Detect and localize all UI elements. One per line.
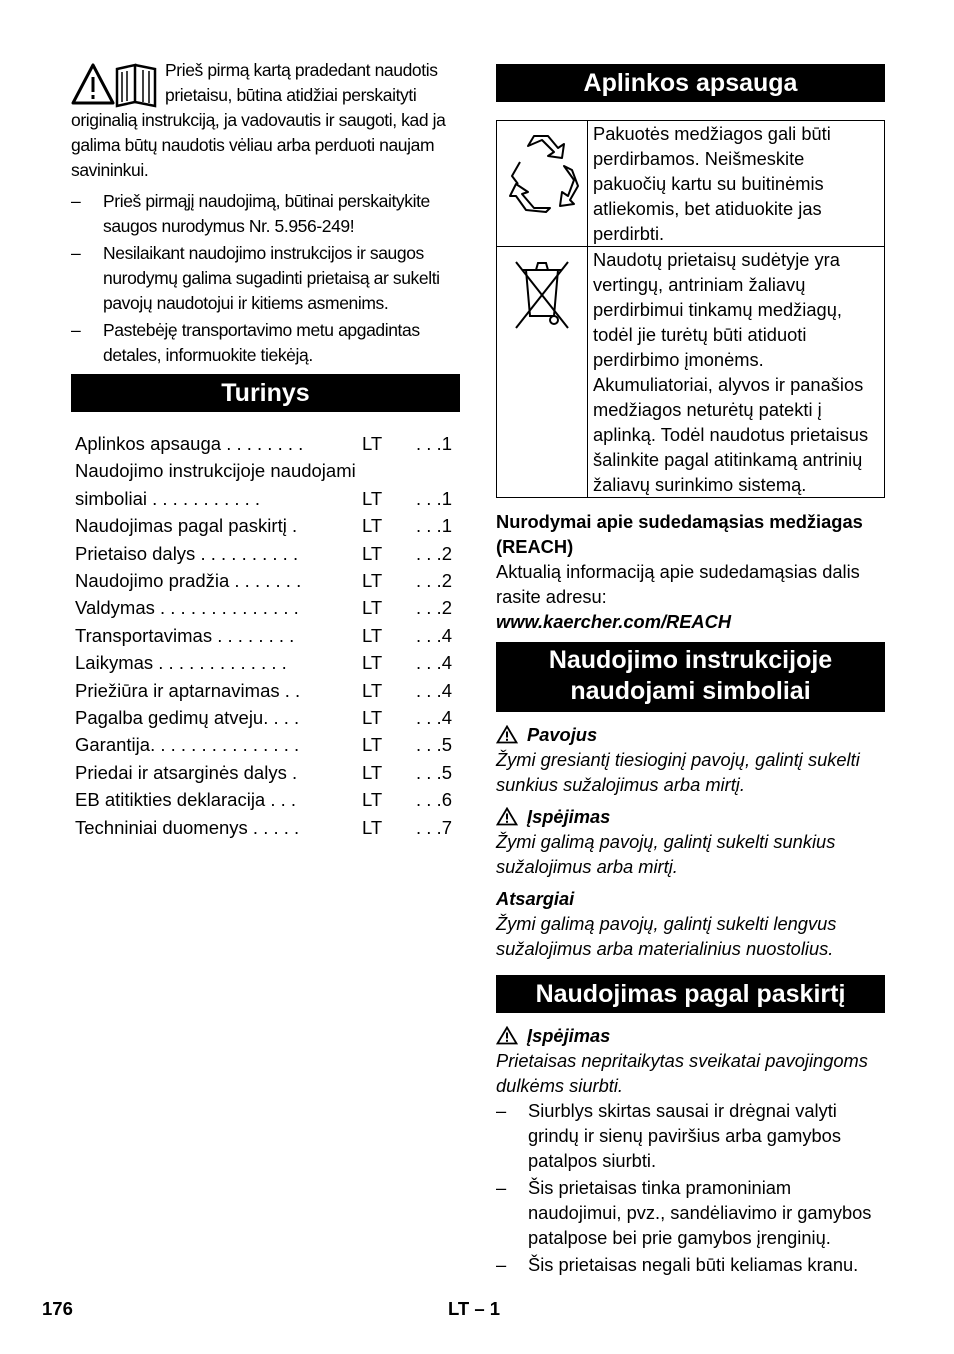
list-item: – Šis prietaisas negali būti keliamas kranu. xyxy=(496,1252,885,1277)
toc-title: Naudojimas pagal paskirtį . xyxy=(75,515,298,537)
toc-lang: LT xyxy=(362,433,383,454)
caution-text: Žymi galimą pavojų, galintį sukelti lengvus sužalojimus arba materialinius nuostolius. xyxy=(496,913,837,959)
reach-heading: Nurodymai apie sudedamąsias medžiagas (REACH) xyxy=(496,511,863,557)
toc-row xyxy=(71,759,460,786)
toc-lang: LT xyxy=(362,652,383,674)
warning-triangle-icon xyxy=(496,1026,518,1045)
toc-lang: LT xyxy=(362,789,383,811)
page-number: 176 xyxy=(42,1298,73,1319)
env-table xyxy=(496,120,885,498)
toc-page: . . .2 xyxy=(416,542,452,564)
env-text-recycle: Pakuotės medžiagos gali būti perdirbamos. Neišmeskite pakuočių kartu su buitinėmis atliekomis, bet atiduokite jas perdirbti. xyxy=(588,121,885,247)
toc-page: . . .4 xyxy=(416,624,452,646)
page-code: LT – 1 xyxy=(448,1298,501,1319)
use-heading: Naudojimas pagal paskirtį xyxy=(496,975,885,1013)
toc-lang: LT xyxy=(362,570,383,592)
reach-url[interactable]: www.kaercher.com/REACH xyxy=(496,611,732,632)
toc-lang: LT xyxy=(362,816,383,838)
toc-page: . . .1 xyxy=(416,433,452,454)
toc-lang: LT xyxy=(362,487,383,509)
warning-triangle-icon xyxy=(496,807,518,826)
danger-heading: Pavojus xyxy=(496,722,885,747)
warning-triangle-icon xyxy=(496,725,518,744)
reach-text: Aktualią informaciją apie sudedamąsias dalis rasite adresu: xyxy=(496,561,860,607)
toc-page: . . .4 xyxy=(416,652,452,674)
danger-text: Žymi gresiantį tiesioginį pavojų, galintį sukelti sunkius sužalojimus arba mirtį. xyxy=(496,749,860,795)
toc-title: Valdymas . . . . . . . . . . . . . . xyxy=(75,597,299,619)
toc-title: Prietaiso dalys . . . . . . . . . . xyxy=(75,542,299,564)
toc-row xyxy=(71,567,460,594)
list-item: – Siurblys skirtas sausai ir drėgnai valyti grindų ir sienų paviršius arba gamybos patalpos siurbti. xyxy=(496,1098,885,1173)
list-item: – Prieš pirmąjį naudojimą, būtinai perskaitykite saugos nurodymus Nr. 5.956-249! xyxy=(71,189,460,239)
caution-heading: Atsargiai xyxy=(496,888,575,909)
toc-row xyxy=(71,704,460,731)
toc-title: Techniniai duomenys . . . . . xyxy=(75,816,300,838)
toc-title: Naudojimo instrukcijoje naudojami simboliai . . . . . . . . . . . xyxy=(75,460,356,509)
recycle-icon xyxy=(498,122,586,222)
table-row xyxy=(497,247,885,498)
warning-heading: Įspėjimas xyxy=(496,804,885,829)
warning-text: Žymi galimą pavojų, galintį sukelti sunkius sužalojimus arba mirtį. xyxy=(496,831,836,877)
toc-title: EB atitikties deklaracija . . . xyxy=(75,789,297,811)
toc-page: . . .5 xyxy=(416,761,452,783)
right-column xyxy=(496,64,885,1279)
toc-title: Pagalba gedimų atveju. . . . xyxy=(75,707,300,729)
toc-heading: Turinys xyxy=(71,374,460,412)
toc-row xyxy=(71,594,460,621)
safety-list xyxy=(71,189,460,368)
intro-text: Prieš pirmą kartą pradedant naudotis prietaisu, būtina atidžiai perskaityti originalią instrukciją, ja vadovautis ir saugoti, kad ja galima būtų naudotis vėliau arba perduoti naujam savininkui. xyxy=(71,60,446,180)
toc-row xyxy=(71,512,460,539)
intro-block xyxy=(71,58,460,183)
toc-page: . . .1 xyxy=(416,487,452,509)
env-heading: Aplinkos apsauga xyxy=(496,64,885,102)
list-item: – Pastebėję transportavimo metu apgadintas detales, informuokite tiekėją. xyxy=(71,318,460,368)
toc-lang: LT xyxy=(362,761,383,783)
list-item: – Šis prietaisas tinka pramoniniam naudojimui, pvz., sandėliavimo ir gamybos patalpose bei prie gamybos įrenginių. xyxy=(496,1175,885,1250)
toc-row xyxy=(71,677,460,704)
use-list xyxy=(496,1098,885,1277)
toc-page: . . .2 xyxy=(416,570,452,592)
symbols-heading: Naudojimo instrukcijoje naudojami simboliai xyxy=(496,642,885,712)
toc-page: . . .5 xyxy=(416,734,452,756)
toc-title: Naudojimo pradžia . . . . . . . xyxy=(75,570,302,592)
use-warning-heading: Įspėjimas xyxy=(496,1023,885,1048)
toc-row xyxy=(71,540,460,567)
list-item: – Nesilaikant naudojimo instrukcijos ir saugos nurodymų galima sugadinti prietaisą ar sukelti pavojų naudotojui ir kitiems asmenims. xyxy=(71,241,460,316)
toc-page: . . .4 xyxy=(416,679,452,701)
toc-lang: LT xyxy=(362,624,383,646)
toc-lang: LT xyxy=(362,679,383,701)
toc-page: . . .7 xyxy=(416,816,452,838)
use-warning-text: Prietaisas nepritaikytas sveikatai pavojingoms dulkėms siurbti. xyxy=(496,1050,868,1096)
env-text-disposal: Naudotų prietaisų sudėtyje yra vertingų, antriniam žaliavų perdirbimui tinkamų medžiagų, todėl jie turėtų būti atiduoti perdirbimo įmonėms. Akumuliatoriai, alyvos ir panašios medžiagos neturėtų patekti į aplinką. Todėl naudotus prietaisus šalinkite pagal atitinkamą antrinių žaliavų surinkimo sistemą. xyxy=(588,247,885,498)
left-column xyxy=(71,58,460,841)
toc-row xyxy=(71,731,460,758)
toc-title: Priežiūra ir aptarnavimas . . xyxy=(75,679,301,701)
table-row xyxy=(497,121,885,247)
toc-table xyxy=(71,430,460,841)
toc-row xyxy=(71,430,460,457)
toc-row xyxy=(71,622,460,649)
toc-lang: LT xyxy=(362,515,383,537)
toc-row xyxy=(71,814,460,841)
warning-manual-icon xyxy=(71,62,159,108)
toc-row xyxy=(71,786,460,813)
toc-title: Transportavimas . . . . . . . . xyxy=(75,624,295,646)
toc-page: . . .6 xyxy=(416,789,452,811)
toc-title: Laikymas . . . . . . . . . . . . . xyxy=(75,652,287,674)
toc-title: Garantija. . . . . . . . . . . . . . . xyxy=(75,734,300,756)
toc-page: . . .4 xyxy=(416,707,452,729)
toc-row xyxy=(71,649,460,676)
toc-page: . . .1 xyxy=(416,515,452,537)
toc-row xyxy=(71,457,460,512)
toc-lang: LT xyxy=(362,542,383,564)
toc-lang: LT xyxy=(362,734,383,756)
toc-lang: LT xyxy=(362,707,383,729)
crossed-bin-icon xyxy=(498,248,586,338)
toc-title: Aplinkos apsauga . . . . . . . . xyxy=(75,433,304,454)
toc-page: . . .2 xyxy=(416,597,452,619)
toc-lang: LT xyxy=(362,597,383,619)
toc-title: Priedai ir atsarginės dalys . xyxy=(75,761,298,783)
